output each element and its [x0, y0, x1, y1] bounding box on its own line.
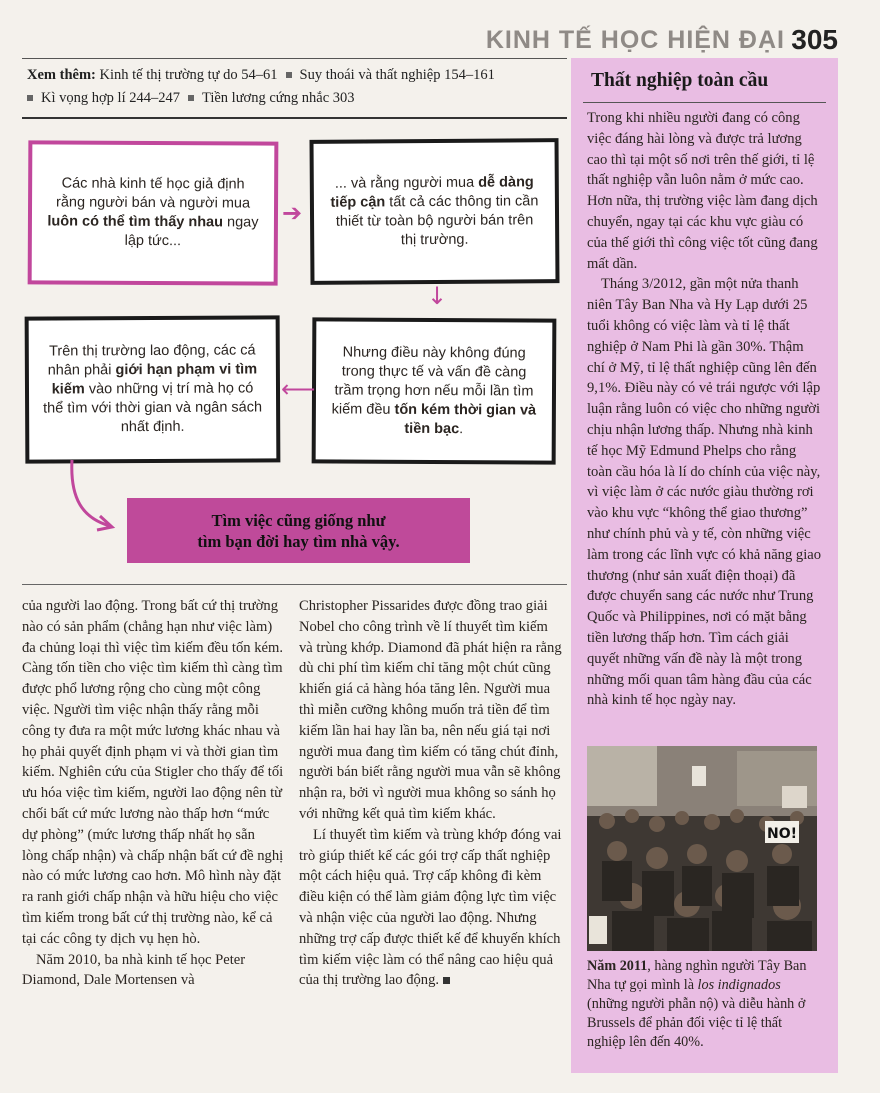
running-header-title: KINH TẾ HỌC HIỆN ĐẠI	[485, 26, 785, 54]
arrow-down-icon: ↓	[427, 282, 448, 310]
crowd-illustration	[587, 746, 817, 951]
bullet-square-icon	[188, 95, 194, 101]
sidebar-text	[587, 108, 823, 711]
protest-sign: NO!	[766, 826, 798, 842]
body-column-2	[299, 596, 564, 991]
photo-caption: Năm 2011, hàng nghìn người Tây Ban Nha tự gọi mình là los indignados (những người phẫn nộ) và diễu hành ở Brussels để phản đối việc tỉ lệ thất nghiệp lên đến 40%.	[587, 958, 807, 1050]
see-also-references	[27, 64, 567, 110]
arrow-right-icon: ➔	[282, 199, 303, 227]
paragraph: Lí thuyết tìm kiếm và trùng khớp đóng vai trò giúp thiết kế các gói trợ cấp thất nghiệp một cách hiệu quả. Trợ cấp không đi kèm điều kiện có thể làm giảm động lực tìm việc và nhận việc của người lao động. Nhưng những trợ cấp được thiết kế để khuyến khích tìm kiếm việc làm có thể nâng cao hiệu quả của thị trường lao động.	[299, 826, 562, 989]
paragraph: Christopher Pissarides được đồng trao giải Nobel cho công trình về lí thuyết tìm kiếm và trùng khớp. Diamond đã phát hiện ra rằng dù chi phí tìm kiếm chỉ tăng một chút cũng khiến giá cả hàng hóa tăng lên. Người mua thì miễn cưỡng không muốn trả tiền để tìm kiếm lần hai hay lần ba, nên nếu giá tại nơi người mua đang tìm kiếm có tăng chút đỉnh, người bán biết rằng người mua vẫn sẽ không nhận ra, bởi vì người mua không so sánh họ với những kết quả tìm kiếm khác.	[299, 598, 562, 822]
divider	[22, 117, 567, 119]
page-number: 305	[791, 24, 838, 55]
paragraph: của người lao động. Trong bất cứ thị trường nào có sản phẩm (chẳng hạn như việc làm) đa chủng loại thì việc tìm kiếm đều tốn kém. Càng tốn tiền cho việc tìm kiếm thì càng tìm được phổ lương rộng cho cùng một công việc. Người tìm việc nhận thấy rằng mỗi công ty đưa ra một mức lương khác nhau và họ phải quyết định phạm vi và thời gian tìm kiếm. Nghiên cứu của Stigler cho thấy để tối ưu hóa việc tìm kiếm, người lao động nên từ chối bất cứ mức lương nào thấp hơn “mức dự phòng” (mức lương thấp nhất họ sẵn lòng chấp nhận) và chấp nhận bất cứ đề nghị nào có mức lương cao hơn. Mô hình này đặt ra ranh giới chấp nhận và hữu hiệu cho việc tìm kiếm trong bất cứ thị trường nào, kể cả tại các công ty dịch vụ hẹn hò.	[22, 598, 284, 947]
divider	[583, 102, 826, 103]
paragraph: Năm 2010, ba nhà kinh tế học Peter Diamond, Dale Mortensen và	[22, 951, 246, 989]
arrow-left-icon: ⟵	[281, 375, 316, 403]
bullet-square-icon	[27, 95, 33, 101]
protest-photo	[587, 746, 817, 951]
flow-box-2: ... và rằng người mua dễ dàng tiếp cận tất cả các thông tin cần thiết từ toàn bộ người bán trên thị trường.	[309, 138, 559, 285]
curved-arrow-icon	[62, 458, 122, 533]
paragraph: Trong khi nhiều người đang có công việc đáng hài lòng và được trả lương cao thì tại một số nơi trên thế giới, tỉ lệ thất nghiệp vẫn luôn nằm ở mức cao. Hơn nữa, thị trường việc làm đang dịch chuyển, ngay tại các khu vực giàu có của thế giới thì công việc tốt cũng đang mất dần.	[587, 110, 818, 272]
conclusion-banner: Tìm việc cũng giống như tìm bạn đời hay tìm nhà vậy.	[127, 498, 470, 563]
see-also-item[interactable]: Kì vọng hợp lí 244–247	[41, 90, 180, 106]
end-mark-icon	[443, 977, 450, 984]
bullet-square-icon	[286, 72, 292, 78]
see-also-item[interactable]: Tiền lương cứng nhắc 303	[201, 90, 355, 106]
sidebar-global-unemployment	[571, 58, 838, 1073]
divider	[22, 58, 567, 59]
flow-box-3: Nhưng điều này không đúng trong thực tế và vấn đề càng trầm trọng hơn nếu mỗi lần tìm kiếm đều tốn kém thời gian và tiền bạc.	[312, 317, 557, 464]
see-also-item[interactable]: Kinh tế thị trường tự do 54–61	[99, 67, 278, 83]
paragraph: Tháng 3/2012, gần một nửa thanh niên Tây Ban Nha và Hy Lạp dưới 25 tuổi không có việc làm và tỉ lệ thất nghiệp ở Nam Phi là gần 30%. Thậm chí ở Mỹ, tỉ lệ thất nghiệp cũng lên đến 9,1%. Điều này có vẻ trái ngược với lập luận rằng luôn có việc cho những người chịu nhận lương thấp. Nhưng nhà kinh tế học Mỹ Edmund Phelps cho rằng toàn cầu hóa là lí do chính của việc này, vì việc làm ở các nước giàu thường rơi vào khu vực “không thể giao thương” như chính phủ và y tế, còn những việc làm trong các lĩnh vực có khả năng giao thương (như sản xuất điện thoại) đã được chuyển sang các nước như Trung Quốc và Philippines, nơi có mặt bằng tiền lương thấp hơn. Tìm cách giải quyết những vấn đề này là một trong những mối quan tâm hàng đầu của các nhà kinh tế học ngày nay.	[587, 276, 822, 709]
see-also-item[interactable]: Suy thoái và thất nghiệp 154–161	[299, 67, 495, 83]
sidebar-title: Thất nghiệp toàn cầu	[591, 70, 769, 91]
body-column-1	[22, 596, 284, 991]
divider	[22, 584, 567, 585]
flow-box-4: Trên thị trường lao động, các cá nhân phải giới hạn phạm vi tìm kiếm vào những vị trí mà họ có thể tìm với thời gian và ngân sách nhất định.	[25, 315, 281, 463]
see-also-label: Xem thêm:	[27, 67, 96, 83]
flow-box-1: Các nhà kinh tế học giả định rằng người bán và người mua luôn có thể tìm thấy nhau ngay lập tức...	[28, 140, 279, 285]
